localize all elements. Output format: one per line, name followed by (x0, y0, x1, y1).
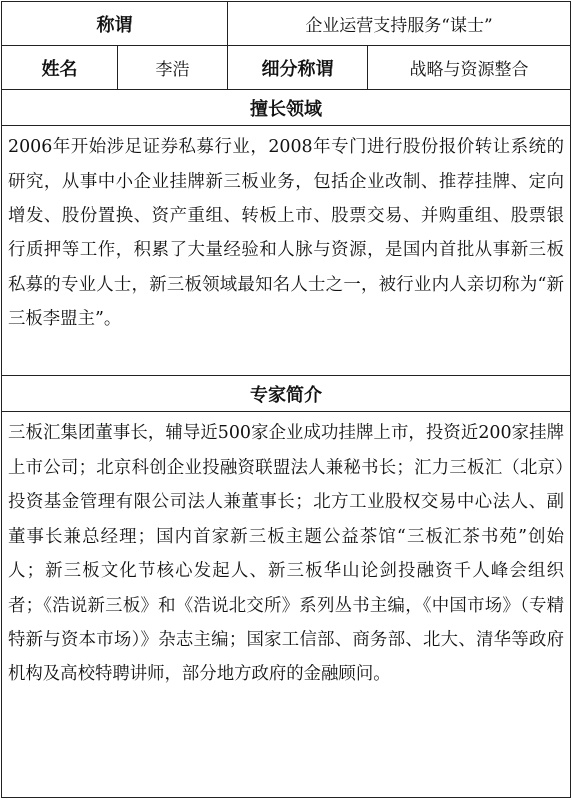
subtitle-label: 细分称谓 (228, 46, 368, 90)
name-row (2, 46, 571, 90)
title-label: 称谓 (2, 2, 228, 46)
title-value: 企业运营支持服务“谋士” (228, 2, 571, 46)
bio-heading: 专家简介 (2, 376, 571, 412)
expertise-body-row (2, 126, 571, 376)
expertise-heading: 擅长领域 (2, 90, 571, 126)
bio-text: 三板汇集团董事长，辅导近500家企业成功挂牌上市，投资近200家挂牌上市公司；北京科创企业投融资联盟法人兼秘书长；汇力三板汇（北京）投资基金管理有限公司法人兼董事长；北方工业股权交易中心法人、副董事长兼总经理；国内首家新三板主题公益茶馆“三板汇茶书苑”创始人；新三板文化节核心发起人、新三板华山论剑投融资千人峰会组织者；《浩说新三板》和《浩说北交所》系列丛书主编，《中国市场》（专精特新与资本市场）》杂志主编；国家工信部、商务部、北大、清华等政府机构及高校特聘讲师，部分地方政府的金融顾问。 (2, 412, 571, 798)
title-row (2, 2, 571, 46)
subtitle-value: 战略与资源整合 (368, 46, 571, 90)
profile-table (1, 1, 571, 798)
bio-body-row (2, 412, 571, 798)
name-value: 李浩 (118, 46, 228, 90)
expertise-text: 2006年开始涉足证券私募行业，2008年专门进行股份报价转让系统的研究，从事中小企业挂牌新三板业务，包括企业改制、推荐挂牌、定向增发、股份置换、资产重组、转板上市、股票交易、并购重组、股票银行质押等工作，积累了大量经验和人脉与资源，是国内首批从事新三板私募的专业人士，新三板领域最知名人士之一，被行业内人亲切称为“新三板李盟主”。 (2, 126, 571, 376)
expertise-heading-row (2, 90, 571, 126)
bio-heading-row (2, 376, 571, 412)
name-label: 姓名 (2, 46, 118, 90)
